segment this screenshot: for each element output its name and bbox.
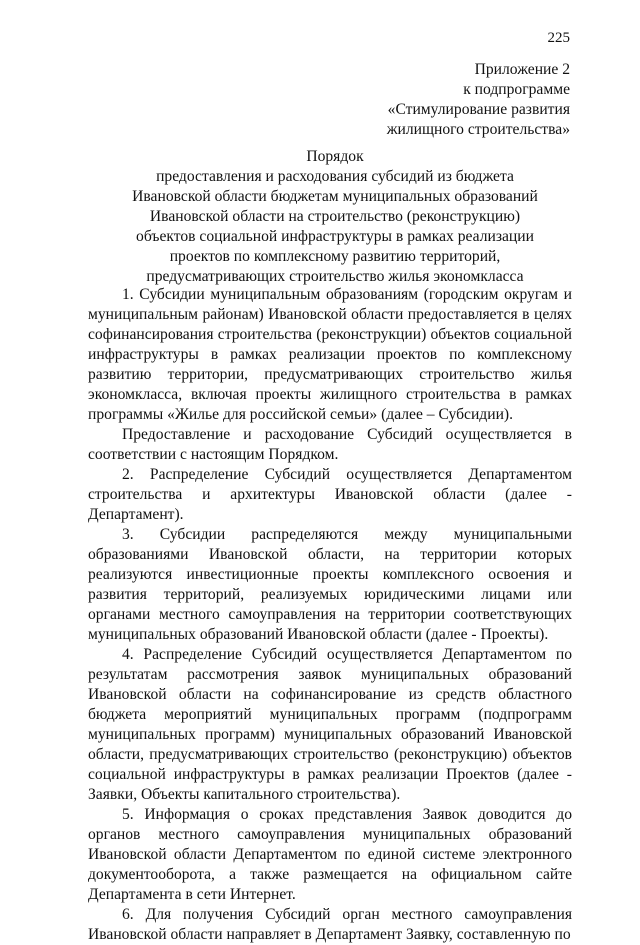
appendix-line: к подпрограмме [463, 81, 570, 98]
paragraph-1-continuation: Предоставление и расходование Субсидий осуществляется в соответствии с настоящим Порядком. [88, 426, 572, 463]
title-line: Ивановской области бюджетам муниципальных образований [132, 188, 538, 205]
paragraph-4: 4. Распределение Субсидий осуществляется Департаментом по результатам рассмотрения заявок муниципальных образований Ивановской области на софинансирование из средств областного бюджета мероприятий муниципальных программ (подпрограмм муниципальных программ) муниципальных образований Ивановской области, предусматривающих строительство (реконструкцию) объектов социальной инфраструктуры в рамках реализации Проектов (далее - Заявки, Объекты капитального строительства). [88, 646, 572, 803]
page-number: 225 [547, 30, 570, 46]
document-body [88, 285, 572, 945]
title-line: Ивановской области на строительство (реконструкцию) [149, 208, 521, 225]
paragraph-5: 5. Информация о сроках представления Заявок доводится до органов местного самоуправления муниципальных образований Ивановской области Департаментом по единой системе электронного документооборота, а также размещается на официальном сайте Департамента в сети Интернет. [88, 806, 572, 903]
paragraph-6: 6. Для получения Субсидий орган местного самоуправления Ивановской области направляет в Департамент Заявку, составленную по [88, 906, 572, 943]
paragraph-3: 3. Субсидии распределяются между муниципальными образованиями Ивановской области, на территории которых реализуются инвестиционные проекты комплексного освоения и развития территорий, реализуемых юридическими лицами или органами местного самоуправления на территории соответствующих муниципальных образований Ивановской области (далее - Проекты). [88, 526, 572, 643]
document-title [100, 147, 570, 287]
title-line: проектов по комплексному развитию территорий, [169, 248, 501, 265]
title-line: предусматривающих строительство жилья экономкласса [146, 268, 524, 285]
appendix-heading [270, 60, 570, 140]
paragraph-2: 2. Распределение Субсидий осуществляется Департаментом строительства и архитектуры Ивановской области (далее - Департамент). [88, 466, 572, 523]
title-line: предоставления и расходования субсидий из бюджета [156, 168, 514, 185]
appendix-line: жилищного строительства» [386, 121, 570, 138]
paragraph-1: 1. Субсидии муниципальным образованиям (городским округам и муниципальным районам) Ивановской области предоставляется в целях софинансирования строительства (реконструкции) объектов социальной инфраструктуры в рамках реализации проектов по комплексному развитию территории, предусматривающих строительство жилья экономкласса, включая проекты жилищного строительства в рамках программы «Жилье для российской семьи» (далее – Субсидии). [88, 286, 572, 423]
title-line: Порядок [306, 148, 364, 165]
title-line: объектов социальной инфраструктуры в рамках реализации [136, 228, 534, 245]
appendix-line: «Стимулирование развития [387, 101, 570, 118]
appendix-line: Приложение 2 [474, 61, 570, 78]
